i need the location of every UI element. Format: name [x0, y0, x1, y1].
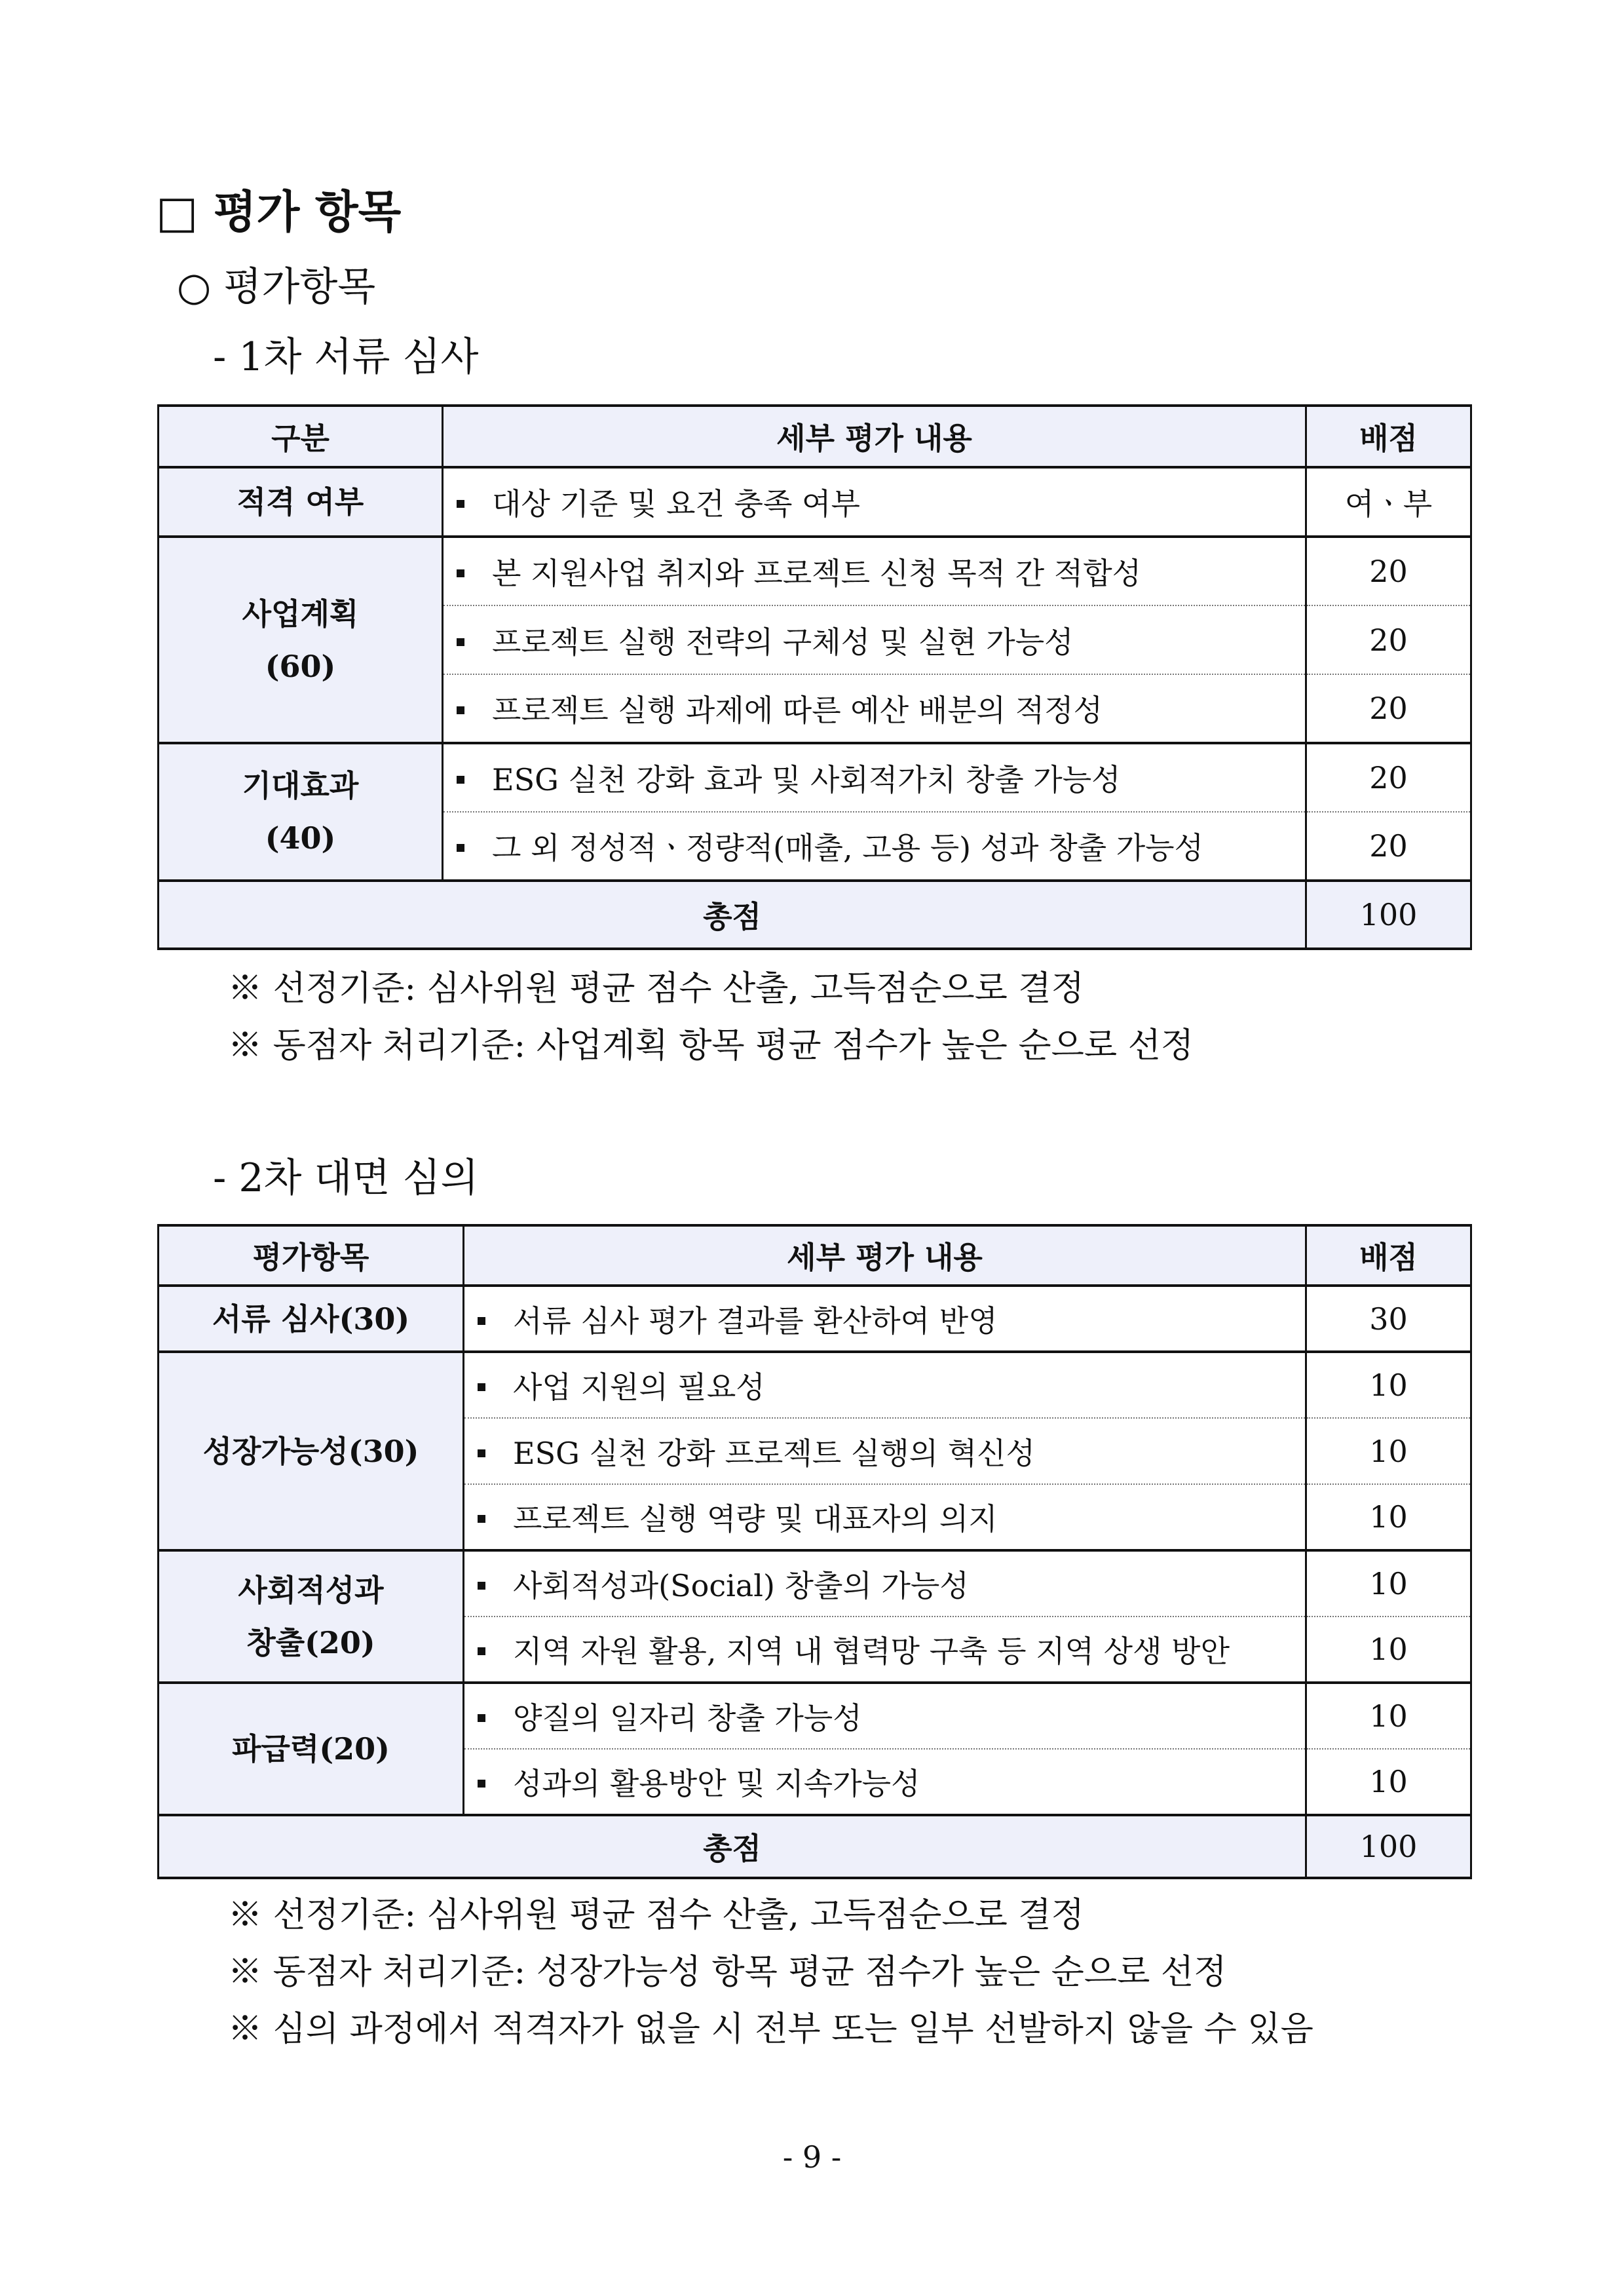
- table-row: [159, 1683, 1471, 1749]
- header-detail: 세부 평가 내용: [443, 406, 1306, 467]
- category-ripple-effect: 파급력(20): [159, 1683, 464, 1815]
- category-document-review: 서류 심사(30): [159, 1286, 464, 1352]
- table-row: [159, 1550, 1471, 1617]
- note-tiebreak: ※ 동점자 처리기준: 사업계획 항목 평균 점수가 높은 순으로 선정: [228, 1026, 1194, 1065]
- total-score: 100: [1306, 881, 1471, 949]
- score-cell: 20: [1306, 812, 1471, 881]
- category-expected-effect: 기대효과 (40): [159, 743, 443, 881]
- table-row: [159, 1352, 1471, 1418]
- score-cell: 20: [1306, 605, 1471, 674]
- header-score: 배점: [1306, 406, 1471, 467]
- bullet-icon: [478, 1383, 485, 1391]
- total-label: 총점: [159, 881, 1306, 949]
- score-cell: 10: [1306, 1484, 1471, 1550]
- category-business-plan: 사업계획 (60): [159, 537, 443, 743]
- bullet-icon: [478, 1780, 485, 1788]
- round1-title: - 1차 서류 심사: [213, 334, 479, 380]
- table-header-row: [159, 406, 1471, 467]
- bullet-icon: [478, 1582, 485, 1590]
- detail-cell: 사회적성과(Social) 창출의 가능성: [464, 1550, 1306, 1617]
- detail-cell: 서류 심사 평가 결과를 환산하여 반영: [464, 1286, 1306, 1352]
- score-cell: 30: [1306, 1286, 1471, 1352]
- note-no-selection: ※ 심의 과정에서 적격자가 없을 시 전부 또는 일부 선발하지 않을 수 있음: [228, 2010, 1313, 2049]
- bullet-icon: [478, 1317, 485, 1325]
- category-eligibility: 적격 여부: [159, 467, 443, 537]
- header-category: 구분: [159, 406, 443, 467]
- subsection-heading: ○ 평가항목: [177, 264, 376, 310]
- note-tiebreak: ※ 동점자 처리기준: 성장가능성 항목 평균 점수가 높은 순으로 선정: [228, 1953, 1227, 1992]
- total-score: 100: [1306, 1815, 1471, 1878]
- score-cell: 10: [1306, 1418, 1471, 1484]
- bullet-icon: [478, 1515, 485, 1523]
- detail-cell: 프로젝트 실행 과제에 따른 예산 배분의 적정성: [443, 674, 1306, 743]
- bullet-icon: [457, 844, 464, 852]
- table-row: [159, 537, 1471, 605]
- page-number: - 9 -: [782, 2139, 842, 2175]
- detail-cell: 본 지원사업 취지와 프로젝트 신청 목적 간 적합성: [443, 537, 1306, 605]
- category-social-impact: 사회적성과 창출(20): [159, 1550, 464, 1683]
- detail-cell: 지역 자원 활용, 지역 내 협력망 구축 등 지역 상생 방안: [464, 1617, 1306, 1683]
- detail-cell: ESG 실천 강화 효과 및 사회적가치 창출 가능성: [443, 743, 1306, 812]
- bullet-icon: [478, 1647, 485, 1655]
- header-category: 평가항목: [159, 1225, 464, 1286]
- detail-cell: 프로젝트 실행 전략의 구체성 및 실현 가능성: [443, 605, 1306, 674]
- score-cell: 10: [1306, 1617, 1471, 1683]
- round2-title: - 2차 대면 심의: [213, 1155, 479, 1201]
- total-row: [159, 881, 1471, 949]
- table-row: [159, 467, 1471, 537]
- header-detail: 세부 평가 내용: [464, 1225, 1306, 1286]
- section-heading: □ 평가 항목: [156, 187, 402, 239]
- score-cell: 10: [1306, 1683, 1471, 1749]
- table-header-row: [159, 1225, 1471, 1286]
- bullet-icon: [457, 569, 464, 577]
- table-row: [159, 743, 1471, 812]
- detail-cell: 양질의 일자리 창출 가능성: [464, 1683, 1306, 1749]
- note-selection-criteria: ※ 선정기준: 심사위원 평균 점수 산출, 고득점순으로 결정: [228, 969, 1084, 1008]
- score-cell: 20: [1306, 743, 1471, 812]
- detail-cell: 사업 지원의 필요성: [464, 1352, 1306, 1418]
- detail-cell: ESG 실천 강화 프로젝트 실행의 혁신성: [464, 1418, 1306, 1484]
- detail-cell: 프로젝트 실행 역량 및 대표자의 의지: [464, 1484, 1306, 1550]
- score-cell: 20: [1306, 674, 1471, 743]
- bullet-icon: [457, 776, 464, 784]
- bullet-icon: [457, 500, 464, 508]
- bullet-icon: [457, 706, 464, 714]
- round2-evaluation-table: [157, 1224, 1472, 1879]
- bullet-icon: [478, 1714, 485, 1722]
- detail-cell: 성과의 활용방안 및 지속가능성: [464, 1749, 1306, 1815]
- total-row: [159, 1815, 1471, 1878]
- category-growth-potential: 성장가능성(30): [159, 1352, 464, 1550]
- detail-cell: 대상 기준 및 요건 충족 여부: [443, 467, 1306, 537]
- score-cell: 여ㆍ부: [1306, 467, 1471, 537]
- note-selection-criteria: ※ 선정기준: 심사위원 평균 점수 산출, 고득점순으로 결정: [228, 1896, 1084, 1935]
- header-score: 배점: [1306, 1225, 1471, 1286]
- table-row: [159, 1286, 1471, 1352]
- bullet-icon: [457, 638, 464, 646]
- score-cell: 20: [1306, 537, 1471, 605]
- score-cell: 10: [1306, 1352, 1471, 1418]
- bullet-icon: [478, 1449, 485, 1457]
- round1-evaluation-table: [157, 404, 1472, 950]
- detail-cell: 그 외 정성적ㆍ정량적(매출, 고용 등) 성과 창출 가능성: [443, 812, 1306, 881]
- score-cell: 10: [1306, 1749, 1471, 1815]
- score-cell: 10: [1306, 1550, 1471, 1617]
- total-label: 총점: [159, 1815, 1306, 1878]
